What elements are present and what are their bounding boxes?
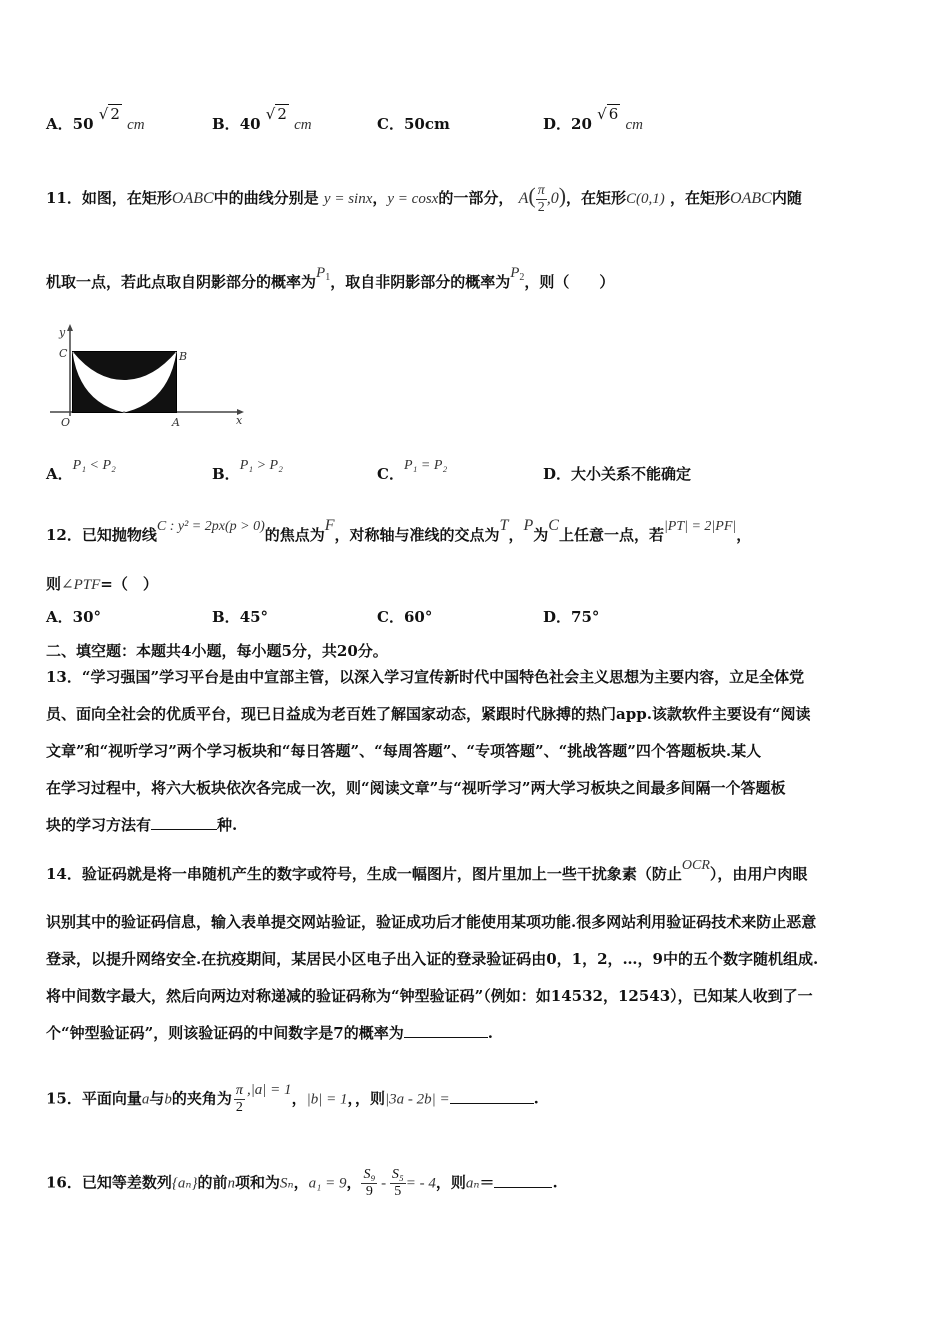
y-axis-arrow-icon: [67, 324, 73, 331]
q11-option-c[interactable]: C．P₁ = P₂: [377, 458, 448, 483]
q11-option-b[interactable]: B．P₁ > P₂: [212, 458, 283, 483]
q11-option-d[interactable]: D．大小关系不能确定: [543, 465, 692, 483]
q12-option-a[interactable]: A．30°: [46, 608, 102, 626]
label-a: A: [172, 416, 180, 429]
q13-line-2: 员、面向全社会的优质平台，现已日益成为老百姓了解国家动态，紧跟时代脉搏的热门app.该款软件主要设有“阅读: [46, 705, 811, 723]
q12-line-1: 12．已知抛物线C : y² = 2px(p > 0)的焦点为F，对称轴与准线的交点为T，P为C上任意一点，若|PT| = 2|PF|，: [46, 517, 752, 544]
q14-answer-blank[interactable]: [404, 1023, 488, 1038]
q10-option-d[interactable]: D．20 √ 6 cm: [543, 105, 643, 133]
q16-answer-blank[interactable]: [494, 1173, 552, 1188]
q13-line-1: 13．“学习强国”学习平台是由中宣部主管，以深入学习宣传新时代中国特色社会主义思想为主要内容，立足全体党: [46, 668, 805, 686]
q12-option-b[interactable]: B．45°: [212, 608, 269, 626]
q13-line-3: 文章”和“视听学习”两个学习板块和“每日答题”、“每周答题”、“专项答题”、“挑战答题”四个答题板块.某人: [46, 742, 762, 760]
label-o: O: [61, 416, 71, 429]
q14-line-1: 14．验证码就是将一串随机产生的数字或符号，生成一幅图片，图片里加上一些干扰象素（防止OCR），由用户肉眼: [46, 858, 808, 883]
q14-line-4: 将中间数字最大，然后向两边对称递减的验证码称为“钟型验证码”（例如：如14532，12543），已知某人收到了一: [46, 987, 813, 1005]
q16-line: 16．已知等差数列{aₙ}的前n项和为Sₙ，a₁ = 9， $\frac{\text{S₉}}{9}$ - $\frac{\text{S₅}}{5}$ = - 4，则aₙ＝ .: [46, 1167, 558, 1199]
q10-option-b[interactable]: B．40 √ 2 cm: [212, 105, 312, 133]
q11-line-2: 机取一点，若此点取自阴影部分的概率为$P_1$，取自非阴影部分的概率为$P_2$，则（ ）: [46, 265, 615, 291]
section-heading: 二、填空题：本题共4小题，每小题5分，共20分。: [46, 642, 388, 660]
q11-figure: [44, 322, 250, 430]
q15-answer-blank[interactable]: [450, 1089, 534, 1104]
sqrt-symbol: √ 2: [265, 105, 287, 123]
label-y: y: [59, 326, 66, 339]
label-b: B: [179, 350, 188, 363]
q10-option-a[interactable]: A．50 √ 2 cm: [46, 105, 145, 133]
q13-line-5: 块的学习方法有 种.: [46, 816, 238, 834]
q13-answer-blank[interactable]: [151, 815, 217, 830]
label-x: x: [236, 414, 243, 427]
q15-line: 15．平面向量a与b的夹角为 $\frac{\pi}{2}$ ,|a| = 1，|b| = 1，，则|3a - 2b| = .: [46, 1081, 539, 1115]
sqrt-symbol: √ 2: [98, 105, 120, 123]
q10-option-c[interactable]: C．50cm: [377, 115, 450, 133]
q14-line-2: 识别其中的验证码信息，输入表单提交网站验证，验证成功后才能使用某项功能.很多网站利用验证码技术来防止恶意: [46, 913, 817, 931]
q12-option-c[interactable]: C．60°: [377, 608, 433, 626]
q12-option-d[interactable]: D．75°: [543, 608, 600, 626]
sqrt-symbol: √ 6: [597, 105, 619, 123]
q14-line-5: 个“钟型验证码”，则该验证码的中间数字是7的概率为 .: [46, 1024, 493, 1042]
label-c: C: [59, 347, 68, 360]
q11-line-1: 11．如图，在矩形OABC中的曲线分别是 y = sinx，y = cosx的一部分， A( $\frac{\pi}{2}$ ,0)，在矩形C(0,1) ，在矩形OABC内随: [46, 183, 802, 215]
shaded-region-top: [73, 352, 176, 380]
q14-line-3: 登录，以提升网络安全.在抗疫期间，某居民小区电子出入证的登录验证码由0，1，2，…，9中的五个数字随机组成.: [46, 950, 819, 968]
q11-option-a[interactable]: A．P₁ < P₂: [46, 458, 116, 483]
q13-line-4: 在学习过程中，将六大板块依次各完成一次，则“阅读文章”与“视听学习”两大学习板块之间最多间隔一个答题板: [46, 779, 786, 797]
q12-line-2: 则∠PTF=（ ）: [46, 575, 158, 593]
